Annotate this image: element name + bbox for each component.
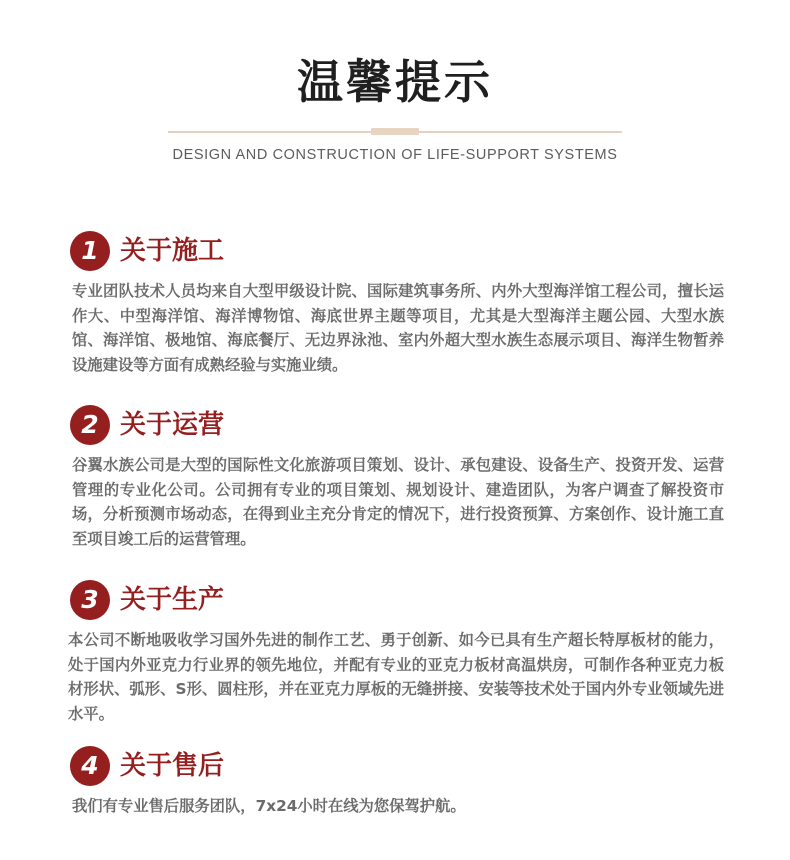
title-divider-accent: [371, 128, 419, 135]
section-number-badge: 4: [70, 746, 110, 786]
section-body-text: 专业团队技术人员均来自大型甲级设计院、国际建筑事务所、内外大型海洋馆工程公司，擅长运作大、中型海洋馆、海洋博物馆、海底世界主题等项目，尤其是大型海洋主题公园、大型水族馆、海洋馆、极地馆、海底餐厅、无边界泳池、室内外超大型水族生态展示项目、海洋生物暂养设施建设等方面有成熟经验与实施业绩。: [72, 282, 724, 374]
section-body-text: 本公司不断地吸收学习国外先进的制作工艺、勇于创新、如今已具有生产超长特厚板材的能力，处于国内外亚克力行业界的领先地位，并配有专业的亚克力板材高温烘房，可制作各种亚克力板材形状、弧形、S形、圆柱形，并在亚克力厚板的无缝拼接、安装等技术处于国内外专业领域先进水平。: [68, 631, 724, 723]
page-title: 温馨提示: [297, 55, 493, 109]
section-heading: 关于施工: [120, 236, 225, 266]
page-subtitle: DESIGN AND CONSTRUCTION OF LIFE-SUPPORT SYSTEMS: [172, 147, 618, 163]
section-body-text: 谷翼水族公司是大型的国际性文化旅游项目策划、设计、承包建设、设备生产、投资开发、运营管理的专业化公司。公司拥有专业的项目策划、规划设计、建造团队，为客户调查了解投资市场，分析预测市场动态，在得到业主充分肯定的情况下，进行投资预算、方案创作、设计施工直至项目竣工后的运营管理。: [72, 456, 724, 548]
section-heading: 关于运营: [120, 410, 225, 440]
section-heading: 关于售后: [120, 751, 225, 781]
section-number-badge: 2: [70, 405, 110, 445]
section-body-text: 我们有专业售后服务团队，7x24小时在线为您保驾护航。: [72, 797, 466, 815]
section-number-badge: 1: [70, 231, 110, 271]
section-number-badge: 3: [70, 580, 110, 620]
section-heading: 关于生产: [120, 585, 225, 615]
